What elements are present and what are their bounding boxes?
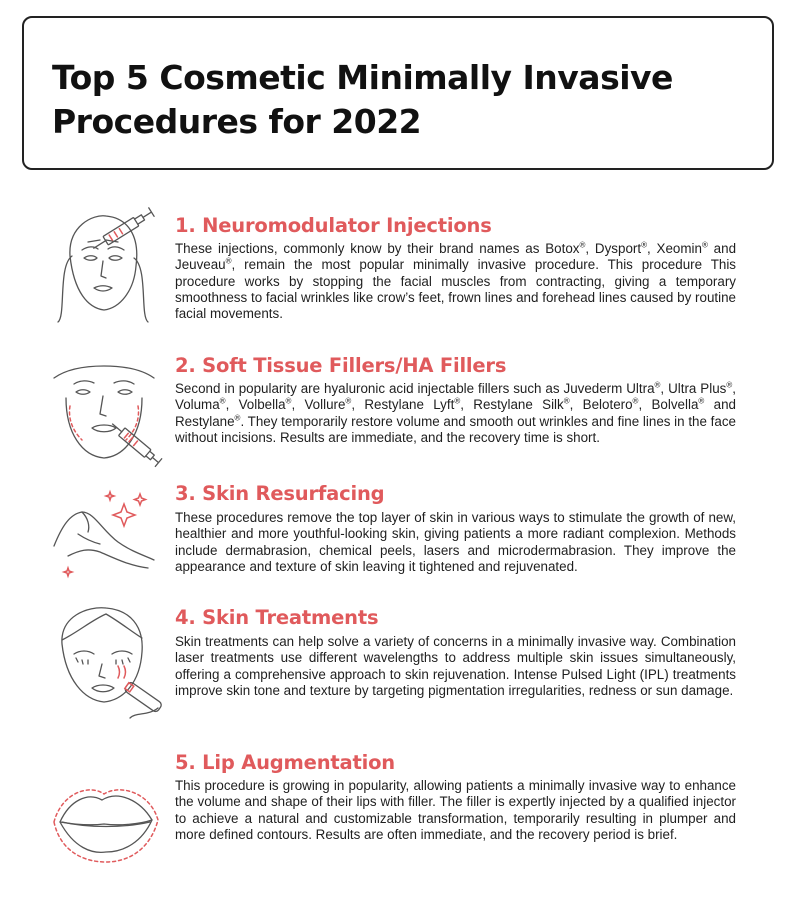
procedure-1 (0, 200, 794, 330)
page-title-line-1: Top 5 Cosmetic Minimally Invasive (52, 58, 673, 97)
page-title (52, 56, 673, 144)
procedure-2 (0, 340, 794, 460)
procedure-2-body-part-3: , Voluma (175, 381, 736, 413)
procedure-5 (0, 748, 794, 878)
lips-icon (48, 778, 160, 868)
registered-mark: ® (698, 396, 705, 406)
registered-mark: ® (654, 380, 661, 390)
procedure-3-body: These procedures remove the top layer of skin in various ways to stimulate the growth of new, healthier and more youthful-looking skin, giving patients a more radiant complexion. Methods include dermabrasion, chemical peels, lasers and microdermabrasion. They improve the appearance and texture of skin leaving it tightened and rejuvenated. (175, 510, 736, 574)
procedure-1-body-part-4: and Jeuveau (175, 241, 737, 273)
procedure-1-body-part-3: , Xeomin (646, 241, 702, 256)
procedure-2-body-part-10: and Restylane (175, 397, 736, 429)
title-box (22, 16, 774, 170)
procedure-1-body-part-1: These injections, commonly know by their brand names as Botox (175, 241, 580, 256)
procedure-4 (0, 592, 794, 732)
procedure-1-body (175, 241, 736, 322)
procedure-4-body: Skin treatments can help solve a variety of concerns in a minimally invasive way. Combination laser treatments use different wavelengths to address multiple skin issues simultaneously, offering a comprehensive approach to skin rejuvenation. Intense Pulsed Light (IPL) treatments improve skin tone and texture by targeting pigmentation irregularities, redness or sun damage. (175, 634, 736, 698)
face-filler-syringe-icon (48, 358, 160, 474)
procedure-1-body-part-5: , remain the most popular minimally invasive procedure. This procedure This procedure works by stopping the facial muscles from contracting, giving a temporary smoothness to facial wrinkles like crow’s feet, frown lines and forehead lines caused by routine facial movements. (175, 257, 736, 322)
page-title-line-2: Procedures for 2022 (52, 102, 422, 141)
registered-mark: ® (454, 396, 461, 406)
procedure-5-heading: 5. Lip Augmentation (175, 751, 395, 774)
registered-mark: ® (219, 396, 226, 406)
procedure-2-heading: 2. Soft Tissue Fillers/HA Fillers (175, 354, 507, 377)
procedure-5-body: This procedure is growing in popularity, allowing patients a minimally invasive way to enhance the volume and shape of their lips with filler. The filler is expertly injected by a qualified injector to achieve a natural and customizable transformation, temporarily resulting in plumper and more defined contours. Results are often immediate, and the recovery period is brief. (175, 778, 736, 842)
registered-mark: ® (234, 413, 241, 423)
procedure-1-heading: 1. Neuromodulator Injections (175, 214, 492, 237)
procedure-2-body-part-5: , Vollure (291, 397, 346, 413)
procedure-4-heading: 4. Skin Treatments (175, 606, 379, 629)
procedure-2-body (175, 381, 736, 446)
procedure-2-body-part-9: , Bolvella (638, 397, 699, 413)
procedure-2-body-part-11: . They temporarily restore volume and smooth out wrinkles and fine lines in the face without incisions. Results are immediate, and the recovery time is short. (175, 413, 736, 445)
registered-mark: ® (225, 256, 232, 266)
registered-mark: ® (285, 396, 292, 406)
face-laser-treatment-icon (48, 604, 160, 718)
registered-mark: ® (701, 240, 708, 250)
registered-mark: ® (345, 396, 352, 406)
procedure-2-body-part-1: Second in popularity are hyaluronic acid injectable fillers such as Juvederm Ultra (175, 381, 655, 396)
registered-mark: ® (563, 396, 570, 406)
face-injection-icon (48, 206, 160, 322)
registered-mark: ® (641, 240, 647, 250)
procedure-3-heading: 3. Skin Resurfacing (175, 482, 385, 505)
registered-mark: ® (726, 380, 733, 390)
registered-mark: ® (579, 240, 586, 250)
procedure-2-body-part-2: , Ultra Plus (660, 381, 727, 396)
smooth-skin-sparkle-icon (48, 490, 160, 590)
procedure-2-body-part-7: , Restylane Silk (460, 397, 564, 413)
procedure-2-body-part-6: , Restylane Lyft (351, 397, 455, 413)
procedure-1-body-part-2: , Dysport (585, 241, 642, 256)
registered-mark: ® (632, 396, 639, 406)
procedure-2-body-part-8: , Belotero (569, 397, 633, 413)
procedure-2-body-part-4: , Volbella (225, 397, 286, 413)
procedure-3 (0, 468, 794, 583)
